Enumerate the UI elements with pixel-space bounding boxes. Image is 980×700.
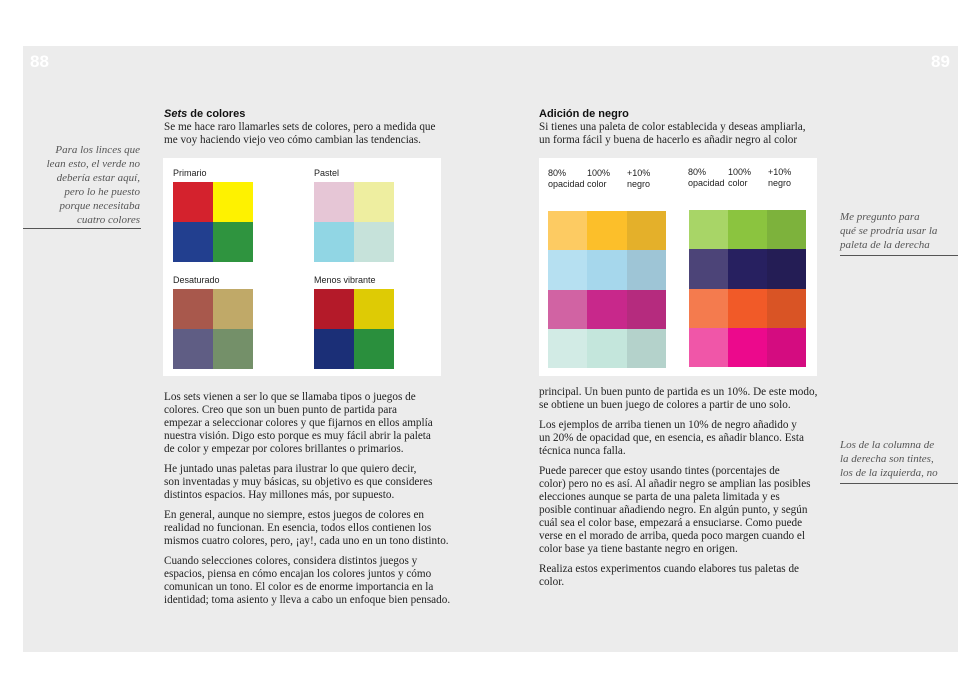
text-line: color) pero no es así. Al añadir negro se amplian las posibles [539,478,811,490]
sidenote-line: Los de la columna de [840,439,935,451]
text-line: Si tienes una paleta de color establecida y deseas ampliarla, [539,121,806,133]
swatch [548,250,587,289]
paragraph [164,391,459,456]
swatch [587,211,626,250]
text-line: verse en el morado de arriba, queda poco margen cuando el [539,530,806,542]
paragraph [164,555,459,607]
sidenote-line: Me pregunto para [840,211,920,223]
swatch [728,328,767,367]
swatch [627,211,666,250]
sets-panel [163,158,441,376]
text-line: He juntado unas paletas para ilustrar lo que quiero decir, [164,463,417,475]
sidenote-line: porque necesitaba [59,200,140,212]
swatch [354,222,394,262]
sidenote-line: Para los linces que [55,144,140,156]
swatch [548,211,587,250]
swatch [728,249,767,288]
swatch [689,289,728,328]
swatch [767,289,806,328]
text-line: nuestra visión. Digo esto porque es muy fácil abrir la paleta [164,430,431,442]
swatch [173,289,213,329]
text-line: son inventadas y muy básicas, su objetivo es que consideres [164,476,433,488]
swatch [689,210,728,249]
paragraph [539,563,834,589]
text-line: principal. Un buen punto de partida es un 10%. De este modo, [539,386,818,398]
set-label-menos-vibrante: Menos vibrante [314,275,376,285]
col-header: 80% opacidad [688,167,725,188]
paragraph [539,386,834,412]
col-header: 100% color [587,168,611,189]
black-intro [539,121,829,147]
col-header: 80% opacidad [548,168,585,189]
swatch [314,289,354,329]
swatch [627,290,666,329]
text-line: posible continuar añadiendo negro. En algún punto, y según [539,504,808,516]
sets-body [164,391,459,614]
black-panel [539,158,817,376]
sets-heading-italic: Sets [164,108,188,120]
black-grid-right [689,210,806,367]
col-header: +10% negro [768,167,792,188]
set-label-pastel: Pastel [314,168,340,178]
sidenote-line: pero lo he puesto [64,186,140,198]
paragraph [164,509,459,548]
text-line: distintos espacios. Hay millones más, por supuesto. [164,489,395,501]
sidenote-left-rule [23,228,141,229]
swatch [213,329,253,369]
text-line: Se me hace raro llamarles sets de colores, pero a medida que [164,121,436,133]
sidenote-line: paleta de la derecha [840,239,930,251]
swatch [587,290,626,329]
swatch [213,182,253,222]
swatch [689,249,728,288]
swatch [173,222,213,262]
swatch [314,222,354,262]
swatch [354,182,394,222]
swatch [689,328,728,367]
paragraph [164,463,459,502]
col-header: 100% color [728,167,752,188]
sidenote-line: la derecha son tintes, [840,453,934,465]
text-line: de color y empezar por colores brillantes o primarios. [164,443,404,455]
swatch [767,328,806,367]
page-number-left: 88 [30,52,49,71]
text-line: comunican un tono. El color es de enorme importancia en la [164,581,434,593]
set-label-primario: Primario [173,168,207,178]
swatch [354,329,394,369]
swatch [587,250,626,289]
text-line: Puede parecer que estoy usando tintes (porcentajes de [539,465,780,477]
paragraph [539,465,834,556]
sidenote-left [40,143,140,227]
swatch [354,289,394,329]
swatch [548,290,587,329]
swatch [767,249,806,288]
black-heading: Adición de negro [539,108,629,120]
text-line: colores. Creo que son un buen punto de partida para [164,404,398,416]
swatch [548,329,587,368]
swatch [728,289,767,328]
text-line: mismos cuatro colores, pero, ¡ay!, cada uno en un tono distinto. [164,535,449,547]
sidenote-line: lean esto, el verde no [46,158,140,170]
swatch [173,329,213,369]
black-body [539,386,834,596]
text-line: color base ya tiene bastante negro en origen. [539,543,738,555]
text-line: me voy haciendo viejo veo cómo cambian las tendencias. [164,134,421,146]
text-line: empezar a seleccionar colores y que fijarnos en ellos amplía [164,417,433,429]
sidenote-right-top [840,210,958,252]
swatch [587,329,626,368]
text-line: Los ejemplos de arriba tienen un 10% de negro añadido y [539,419,797,431]
sets-heading [164,108,245,120]
sidenote-right-top-rule [840,255,958,256]
text-line: técnica nunca falla. [539,445,626,457]
sidenote-line: los de la izquierda, no [840,467,938,479]
swatch [213,222,253,262]
sidenote-line: qué se prodría usar la [840,225,938,237]
sets-intro [164,121,454,147]
text-line: espacios, piensa en cómo encajan los colores juntos y cómo [164,568,432,580]
col-header: +10% negro [627,168,651,189]
text-line: En general, aunque no siempre, estos juegos de colores en [164,509,425,521]
swatch [627,329,666,368]
sidenote-right-bottom-rule [840,483,958,484]
text-line: cuál sea el color base, empezará a ensuciarse. Como puede [539,517,803,529]
text-line: se obtiene un buen juego de colores a partir de uno solo. [539,399,791,411]
text-line: Cuando selecciones colores, considera distintos juegos y [164,555,418,567]
text-line: un 20% de opacidad que, en esencia, es añadir blanco. Esta [539,432,804,444]
page-number-right: 89 [931,52,950,71]
text-line: realidad no funcionan. En esencia, todos ellos contienen los [164,522,432,534]
swatch [627,250,666,289]
text-line: Los sets vienen a ser lo que se llamaba tipos o juegos de [164,391,416,403]
text-line: identidad; toma asiento y lleva a cabo un enfoque bien pensado. [164,594,451,606]
sidenote-right-bottom [840,438,958,480]
set-label-desaturado: Desaturado [173,275,220,285]
text-line: elecciones aunque se parta de una paleta limitada y es [539,491,780,503]
swatch [767,210,806,249]
sets-heading-rest: de colores [187,108,246,120]
swatch [314,182,354,222]
sidenote-line: debería estar aquí, [56,172,140,184]
sidenote-line: cuatro colores [76,214,140,226]
black-grid-left [548,211,666,368]
text-line: color. [539,576,565,588]
paragraph [539,419,834,458]
text-line: un forma fácil y buena de hacerlo es añadir negro al color [539,134,798,146]
swatch [314,329,354,369]
swatch [728,210,767,249]
swatch [213,289,253,329]
text-line: Realiza estos experimentos cuando elabores tus paletas de [539,563,800,575]
swatch [173,182,213,222]
